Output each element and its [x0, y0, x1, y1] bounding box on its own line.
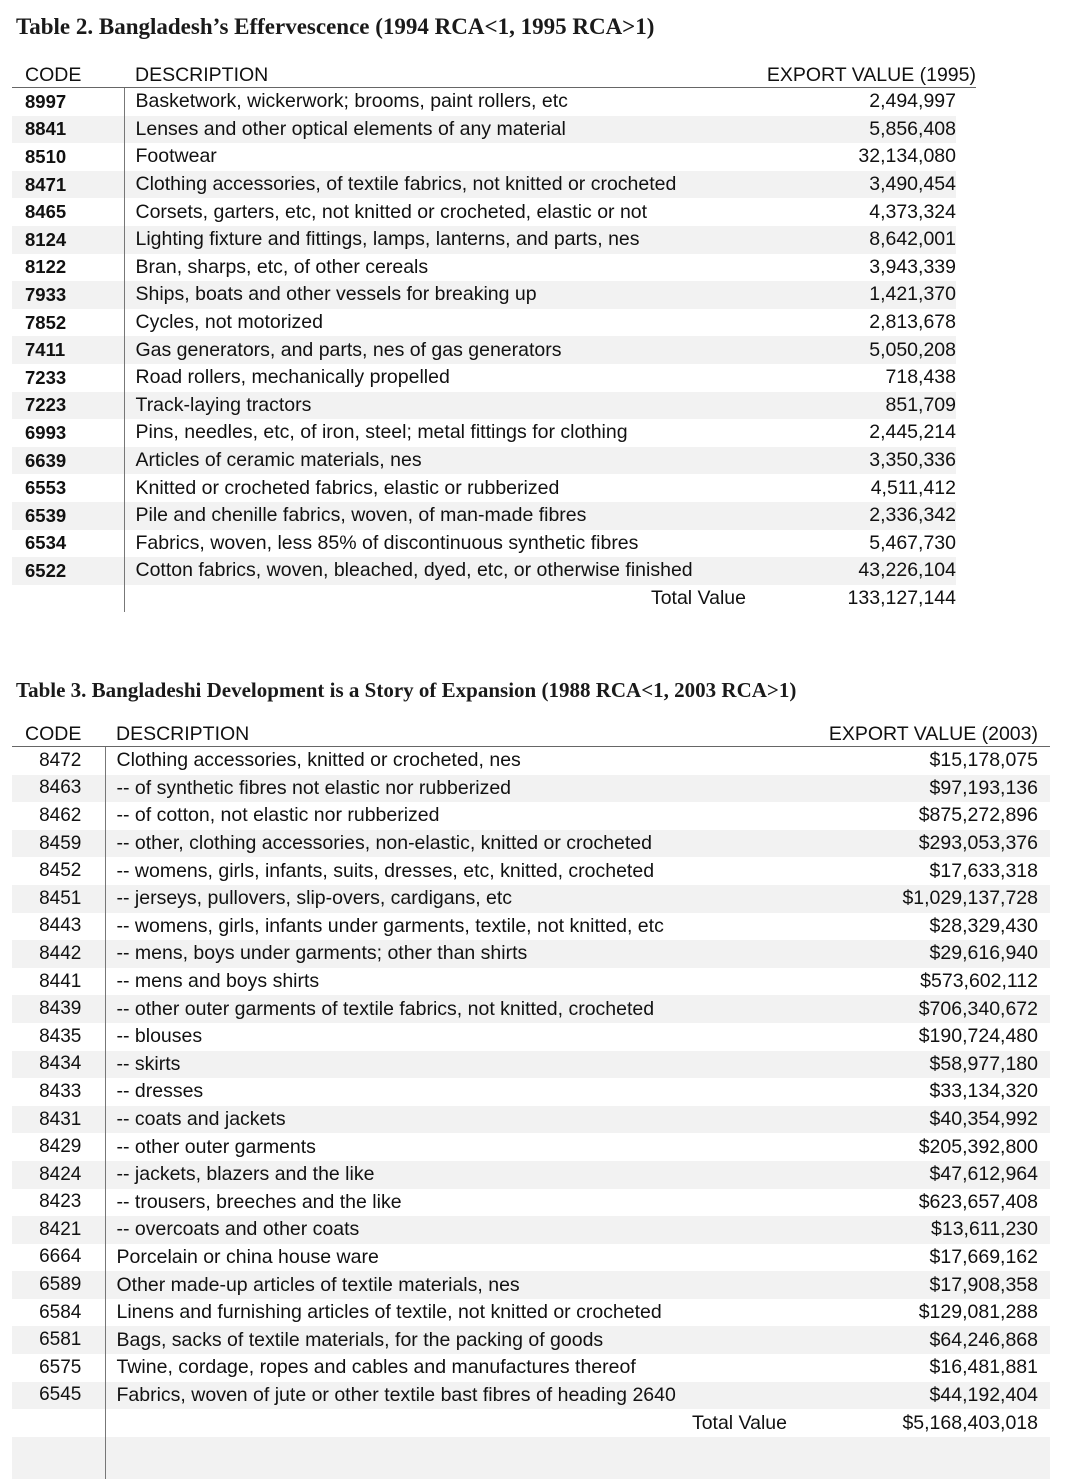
row-value: $13,611,230 [805, 1216, 1050, 1244]
row-value: 3,943,339 [869, 255, 956, 278]
table-row [12, 1133, 1050, 1161]
table-row [12, 1216, 1050, 1244]
row-spacer [956, 502, 976, 530]
row-spacer [956, 585, 976, 613]
row-description: -- other outer garments of textile fabrics, not knitted, crocheted [105, 995, 805, 1023]
row-code: 8841 [12, 116, 124, 144]
row-code: 8463 [12, 775, 105, 803]
row-code: 6545 [12, 1382, 105, 1410]
table-row [12, 747, 1050, 775]
table-row [12, 1382, 1050, 1410]
row-description: -- other outer garments [105, 1133, 805, 1161]
table2-body [12, 88, 976, 613]
total-label: Total Value [124, 585, 764, 613]
row-value: $47,612,964 [805, 1161, 1050, 1189]
row-description: -- mens and boys shirts [105, 968, 805, 996]
row-value: 5,050,208 [764, 336, 956, 364]
row-description: -- blouses [105, 1023, 805, 1051]
row-description: Fabrics, woven of jute or other textile bast fibres of heading 2640 [105, 1382, 805, 1410]
row-spacer [956, 392, 976, 420]
row-code: 8434 [12, 1051, 105, 1079]
table-row [12, 557, 976, 585]
table-row [12, 913, 1050, 941]
row-code: 8451 [12, 885, 105, 913]
row-spacer [956, 226, 976, 254]
row-spacer [956, 88, 976, 116]
row-code: 6553 [25, 477, 67, 499]
table-row [12, 392, 976, 420]
row-code: 7233 [25, 366, 67, 388]
row-spacer [956, 198, 976, 226]
filler-cell [805, 1437, 1050, 1479]
row-description: Track-laying tractors [124, 392, 764, 420]
row-description: -- overcoats and other coats [105, 1216, 805, 1244]
row-code: 6664 [39, 1246, 82, 1268]
row-value: 2,445,214 [869, 421, 956, 444]
row-code: 7933 [12, 281, 124, 309]
row-spacer [956, 281, 976, 309]
row-code: 8471 [12, 171, 124, 199]
table2-header-value: EXPORT VALUE (1995) [764, 58, 976, 88]
row-value: $64,246,868 [805, 1326, 1050, 1354]
row-code: 6639 [12, 447, 124, 475]
row-value: 851,709 [764, 392, 956, 420]
row-description: Cotton fabrics, woven, bleached, dyed, etc, or otherwise finished [124, 557, 764, 585]
table-row [12, 775, 1050, 803]
row-code: 6584 [39, 1301, 82, 1323]
row-value: $190,724,480 [918, 1025, 1038, 1048]
row-code: 8424 [12, 1161, 105, 1189]
row-description: -- trousers, breeches and the like [105, 1189, 805, 1217]
row-code: 6589 [12, 1271, 105, 1299]
row-code: 6539 [12, 502, 124, 530]
row-description: -- of synthetic fibres not elastic nor rubberized [105, 775, 805, 803]
row-value: $17,633,318 [929, 859, 1038, 882]
row-value: 3,490,454 [764, 171, 956, 199]
table-row [12, 968, 1050, 996]
row-value: $875,272,896 [918, 804, 1038, 827]
table-row [12, 281, 976, 309]
row-value: 718,438 [885, 366, 956, 389]
row-description: Pins, needles, etc, of iron, steel; metal fittings for clothing [124, 419, 764, 447]
row-spacer [956, 530, 976, 558]
total-value: 133,127,144 [847, 586, 956, 609]
row-code: 8452 [39, 860, 82, 882]
row-spacer [956, 364, 976, 392]
row-spacer [956, 116, 976, 144]
table-row [12, 143, 976, 171]
table3-header-value: EXPORT VALUE (2003) [805, 718, 1050, 747]
row-value: $17,908,358 [805, 1271, 1050, 1299]
row-code: 8443 [39, 915, 82, 937]
row-code: 8124 [12, 226, 124, 254]
row-code: 8442 [12, 940, 105, 968]
row-code: 6581 [12, 1326, 105, 1354]
total-label: Total Value [105, 1409, 805, 1437]
total-code-cell [12, 1409, 105, 1437]
row-value: 8,642,001 [764, 226, 956, 254]
row-value: $29,616,940 [805, 940, 1050, 968]
table-row [12, 474, 976, 502]
table-row [12, 885, 1050, 913]
row-description: Footwear [124, 143, 764, 171]
table3 [12, 718, 1050, 1479]
row-spacer [956, 143, 976, 171]
row-value: $15,178,075 [929, 749, 1038, 772]
row-description: Basketwork, wickerwork; brooms, paint rollers, etc [124, 88, 764, 116]
row-description: Other made-up articles of textile materials, nes [105, 1271, 805, 1299]
table-row [12, 995, 1050, 1023]
row-description: Pile and chenille fabrics, woven, of man-made fibres [124, 502, 764, 530]
row-value: 3,350,336 [764, 447, 956, 475]
row-code: 7852 [25, 311, 67, 333]
filler-cell [12, 1437, 105, 1479]
table2 [12, 58, 976, 612]
table-row [12, 198, 976, 226]
table-row [12, 1161, 1050, 1189]
row-description: -- dresses [105, 1078, 805, 1106]
row-value: $40,354,992 [805, 1106, 1050, 1134]
row-code: 7223 [12, 392, 124, 420]
row-code: 8462 [39, 804, 82, 826]
row-description: Bran, sharps, etc, of other cereals [124, 254, 764, 282]
table-row [12, 1244, 1050, 1272]
row-spacer [956, 309, 976, 337]
row-code: 8429 [39, 1136, 82, 1158]
table3-caption: Table 3. Bangladeshi Development is a Story of Expansion (1988 RCA<1, 2003 RCA>1) [16, 678, 797, 702]
row-value: $58,977,180 [805, 1051, 1050, 1079]
row-description: -- womens, girls, infants, suits, dresses, etc, knitted, crocheted [105, 857, 805, 885]
row-code: 8472 [39, 749, 82, 771]
table-row [12, 171, 976, 199]
row-value: 2,494,997 [869, 90, 956, 113]
row-description: Twine, cordage, ropes and cables and manufactures thereof [105, 1354, 805, 1382]
table-row [12, 88, 976, 116]
row-value: 1,421,370 [764, 281, 956, 309]
row-value: $706,340,672 [805, 995, 1050, 1023]
row-value: $573,602,112 [920, 970, 1038, 993]
table3-header-code: CODE [12, 718, 105, 747]
row-description: Cycles, not motorized [124, 309, 764, 337]
row-value: $293,053,376 [805, 830, 1050, 858]
table-row [12, 1189, 1050, 1217]
table-row [12, 1051, 1050, 1079]
row-value: 2,813,678 [869, 311, 956, 334]
table-row [12, 502, 976, 530]
row-code: 8441 [39, 970, 82, 992]
table-row [12, 802, 1050, 830]
table-row [12, 1106, 1050, 1134]
total-row [12, 1409, 1050, 1437]
table-row [12, 336, 976, 364]
row-value: $33,134,320 [929, 1080, 1038, 1103]
row-value: $1,029,137,728 [805, 885, 1050, 913]
table-row [12, 447, 976, 475]
row-description: Bags, sacks of textile materials, for the packing of goods [105, 1326, 805, 1354]
row-spacer [956, 474, 976, 502]
table-row [12, 530, 976, 558]
row-code: 8431 [12, 1106, 105, 1134]
row-code: 8435 [39, 1025, 82, 1047]
row-value: $17,669,162 [929, 1245, 1038, 1268]
row-code: 8997 [25, 90, 67, 112]
row-description: Linens and furnishing articles of textile, not knitted or crocheted [105, 1299, 805, 1327]
row-spacer [956, 557, 976, 585]
table-row [12, 1078, 1050, 1106]
table2-header-code: CODE [12, 58, 124, 88]
row-code: 6993 [25, 421, 67, 443]
row-spacer [956, 171, 976, 199]
row-code: 8510 [25, 145, 67, 167]
row-code: 8122 [25, 256, 67, 278]
row-value: $205,392,800 [918, 1135, 1038, 1158]
table-row [12, 364, 976, 392]
row-spacer [956, 447, 976, 475]
row-description: Lighting fixture and fittings, lamps, lanterns, and parts, nes [124, 226, 764, 254]
table2-header-row [12, 58, 976, 88]
table-row [12, 1354, 1050, 1382]
row-description: Fabrics, woven, less 85% of discontinuous synthetic fibres [124, 530, 764, 558]
row-value: $44,192,404 [805, 1382, 1050, 1410]
row-value: 32,134,080 [858, 145, 956, 168]
table-row [12, 1023, 1050, 1051]
table-row [12, 226, 976, 254]
filler-cell [105, 1437, 805, 1479]
row-description: Articles of ceramic materials, nes [124, 447, 764, 475]
row-description: -- coats and jackets [105, 1106, 805, 1134]
row-description: -- other, clothing accessories, non-elastic, knitted or crocheted [105, 830, 805, 858]
row-spacer [956, 254, 976, 282]
table3-body [12, 747, 1050, 1479]
row-code: 6534 [25, 532, 67, 554]
row-value: $28,329,430 [929, 914, 1038, 937]
row-value: $623,657,408 [918, 1190, 1038, 1213]
table3-header-row [12, 718, 1050, 747]
row-code: 6575 [39, 1356, 82, 1378]
row-description: -- jerseys, pullovers, slip-overs, cardigans, etc [105, 885, 805, 913]
row-description: Gas generators, and parts, nes of gas generators [124, 336, 764, 364]
row-description: -- mens, boys under garments; other than shirts [105, 940, 805, 968]
row-code: 8439 [12, 995, 105, 1023]
table-row [12, 940, 1050, 968]
total-value: $5,168,403,018 [902, 1411, 1038, 1434]
total-row [12, 585, 976, 613]
row-description: -- womens, girls, infants under garments, textile, not knitted, etc [105, 913, 805, 941]
row-description: Knitted or crocheted fabrics, elastic or rubberized [124, 474, 764, 502]
table3-header-description: DESCRIPTION [105, 718, 805, 747]
row-description: Road rollers, mechanically propelled [124, 364, 764, 392]
row-spacer [956, 419, 976, 447]
row-description: Ships, boats and other vessels for breaking up [124, 281, 764, 309]
row-description: Clothing accessories, knitted or crocheted, nes [105, 747, 805, 775]
table-row [12, 309, 976, 337]
row-code: 8459 [12, 830, 105, 858]
row-value: 5,856,408 [764, 116, 956, 144]
row-description: -- skirts [105, 1051, 805, 1079]
row-value: $129,081,288 [918, 1301, 1038, 1324]
table-row [12, 254, 976, 282]
table-row [12, 857, 1050, 885]
table-row [12, 419, 976, 447]
row-description: Corsets, garters, etc, not knitted or crocheted, elastic or not [124, 198, 764, 226]
table-row [12, 1326, 1050, 1354]
total-code-cell [12, 585, 124, 613]
row-value: $97,193,136 [805, 775, 1050, 803]
row-value: $16,481,881 [929, 1356, 1038, 1379]
row-value: 4,373,324 [869, 200, 956, 223]
table2-header-description: DESCRIPTION [124, 58, 764, 88]
row-description: Clothing accessories, of textile fabrics, not knitted or crocheted [124, 171, 764, 199]
row-code: 6522 [12, 557, 124, 585]
table-row [12, 830, 1050, 858]
row-value: 4,511,412 [870, 476, 956, 499]
row-code: 8465 [25, 201, 67, 223]
table-row [12, 1271, 1050, 1299]
row-description: -- of cotton, not elastic nor rubberized [105, 802, 805, 830]
filler-row [12, 1437, 1050, 1479]
row-description: -- jackets, blazers and the like [105, 1161, 805, 1189]
table-row [12, 116, 976, 144]
row-code: 8421 [12, 1216, 105, 1244]
row-description: Lenses and other optical elements of any material [124, 116, 764, 144]
table2-caption: Table 2. Bangladesh’s Effervescence (1994 RCA<1, 1995 RCA>1) [16, 14, 655, 39]
row-spacer [956, 336, 976, 364]
row-value: 2,336,342 [764, 502, 956, 530]
row-description: Porcelain or china house ware [105, 1244, 805, 1272]
row-code: 7411 [12, 336, 124, 364]
row-value: 43,226,104 [764, 557, 956, 585]
row-code: 8433 [39, 1080, 82, 1102]
table-row [12, 1299, 1050, 1327]
row-value: 5,467,730 [869, 531, 956, 554]
row-code: 8423 [39, 1191, 82, 1213]
